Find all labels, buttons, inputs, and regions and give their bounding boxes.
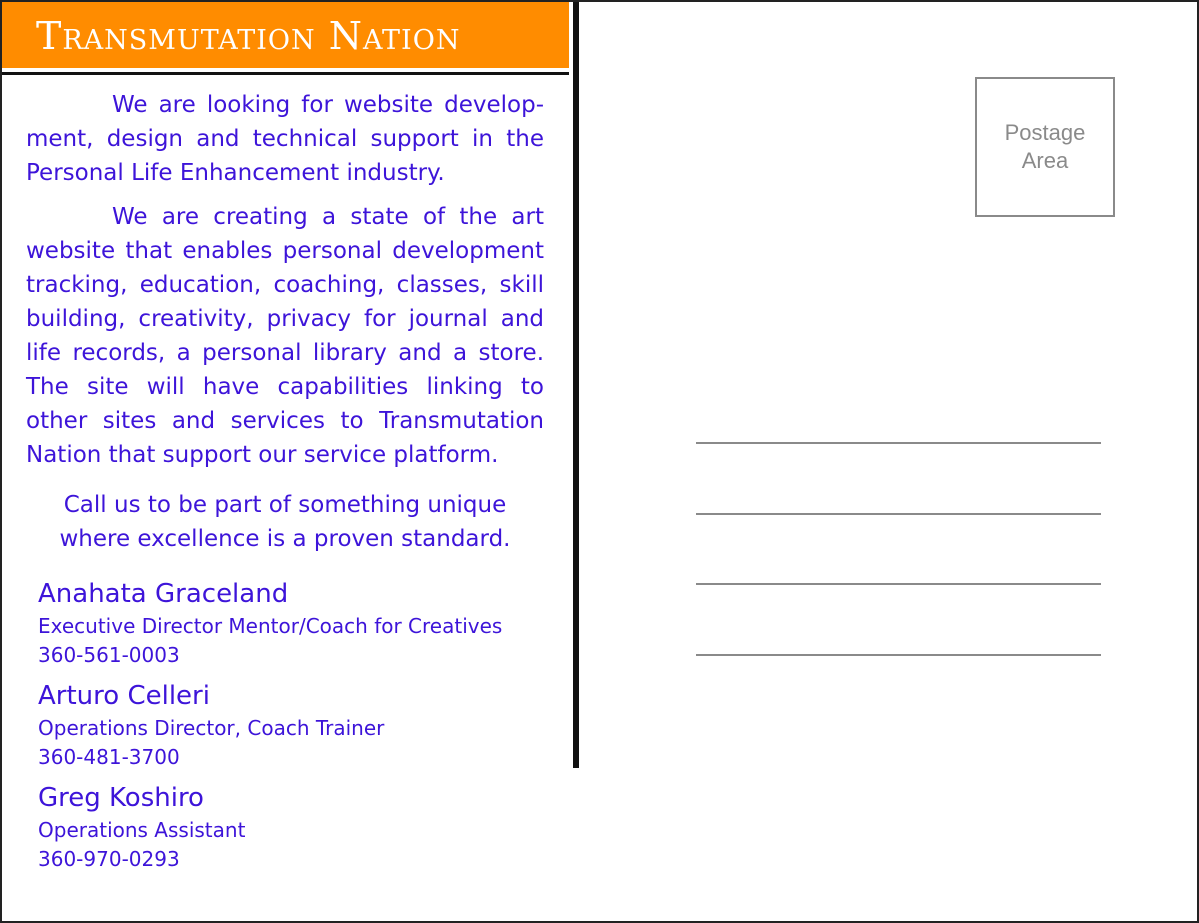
center-divider bbox=[573, 2, 579, 768]
contact-name: Arturo Celleri bbox=[38, 681, 210, 711]
contact-list bbox=[38, 576, 502, 882]
contact-phone: 360-481-3700 bbox=[38, 745, 180, 769]
address-line bbox=[696, 583, 1101, 585]
contact-entry bbox=[38, 678, 502, 772]
contact-phone: 360-970-0293 bbox=[38, 847, 180, 871]
contact-entry bbox=[38, 576, 502, 670]
contact-phone: 360-561-0003 bbox=[38, 643, 180, 667]
postage-area-label: Area bbox=[1021, 148, 1069, 173]
contact-name: Anahata Graceland bbox=[38, 579, 289, 609]
description-paragraph: We are creating a state of the art website that enables personal development tracking, education, coaching, classes, skill building, creativity, privacy for journal and life records, a personal library and a store. The site will have capabilities linking to other sites and services to Transmutation Nation that support our service platform. bbox=[26, 204, 544, 468]
postage-label: Postage bbox=[1004, 120, 1086, 145]
header-banner bbox=[2, 2, 569, 68]
header-rule bbox=[2, 72, 569, 75]
contact-title: Executive Director Mentor/Coach for Creatives bbox=[38, 614, 503, 638]
address-line bbox=[696, 513, 1101, 515]
address-line bbox=[696, 442, 1101, 444]
message-body bbox=[26, 88, 544, 556]
contact-entry bbox=[38, 780, 502, 874]
contact-title: Operations Assistant bbox=[38, 818, 246, 842]
postage-area-box bbox=[975, 77, 1115, 217]
header-title: Transmutation Nation bbox=[36, 14, 461, 58]
contact-name: Greg Koshiro bbox=[38, 783, 204, 813]
call-to-action: Call us to be part of something unique where excellence is a proven standard. bbox=[59, 492, 511, 552]
contact-title: Operations Director, Coach Trainer bbox=[38, 716, 385, 740]
address-line bbox=[696, 654, 1101, 656]
intro-paragraph: We are looking for website develop-ment, design and technical support in the Personal Life Enhancement industry. bbox=[26, 92, 544, 186]
